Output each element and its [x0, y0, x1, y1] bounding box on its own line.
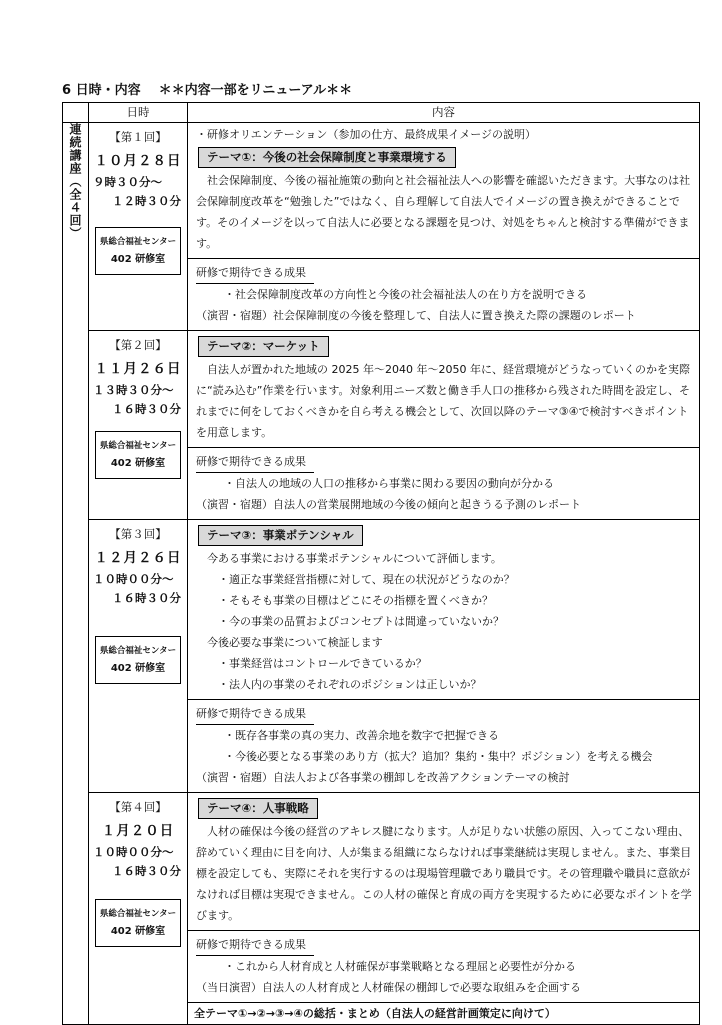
session-4-venue — [95, 899, 181, 947]
session-4-venue-name: 県総合福祉センター — [99, 909, 177, 919]
session-3-result-2: ・今後必要となる事業のあり方（拡大？追加？集約・集中？ポジション）を考える機会 — [224, 750, 653, 763]
session-3-time-start: １０時００分～ — [93, 572, 174, 586]
session-2-theme-section — [188, 331, 699, 447]
session-2-date: １１月２６日 — [94, 361, 182, 377]
session-1-theme: テーマ①：今後の社会保障制度と事業環境する — [198, 147, 456, 168]
session-1-time-start: ９時３０分～ — [93, 175, 162, 189]
header-blank — [63, 103, 89, 123]
session-3-date: １２月２６日 — [94, 550, 182, 566]
session-3-date-cell — [89, 520, 188, 793]
session-row-3 — [63, 520, 700, 793]
session-4-date: １月２０日 — [101, 823, 175, 839]
session-3-line: 今ある事業における事業ポテンシャルについて評価します。 — [207, 552, 502, 565]
session-3-line: 今後必要な事業について検証します — [207, 636, 383, 649]
session-1-assignment: （演習・宿題）社会保障制度の今後を整理して、自法人に置き換えた際の課題のレポート — [196, 309, 636, 322]
session-2-date-cell — [89, 331, 188, 520]
series-label-cell — [63, 123, 89, 1025]
table-header-row — [63, 103, 700, 123]
session-1-content — [188, 123, 700, 331]
session-4-results-section — [188, 930, 699, 1002]
session-2-assignment: （演習・宿題）自法人の営業展開地域の今後の傾向と起きうる予測のレポート — [196, 498, 581, 511]
session-3-label: 【第３回】 — [109, 527, 167, 541]
section-title-text: 6 日時・内容 — [62, 83, 141, 98]
session-row-4 — [63, 793, 700, 1025]
session-4-venue-room: 402 研修室 — [110, 926, 166, 937]
session-1-results-head: 研修で期待できる成果 — [196, 262, 314, 284]
series-label: 連続講座（全４回） — [68, 123, 82, 240]
session-3-venue-room: 402 研修室 — [110, 663, 166, 674]
session-3-theme: テーマ③：事業ポテンシャル — [198, 525, 363, 546]
session-3-venue — [95, 636, 181, 684]
session-row-2 — [63, 331, 700, 520]
session-3-venue-name: 県総合福祉センター — [99, 646, 177, 656]
session-1-date-cell — [89, 123, 188, 331]
session-4-label: 【第４回】 — [109, 800, 167, 814]
session-2-result-1: ・自法人の地域の人口の推移から事業に関わる要因の動向が分かる — [224, 477, 554, 490]
schedule-table — [62, 102, 700, 1025]
session-4-time-start: １０時００分～ — [93, 845, 174, 859]
session-3-line: ・法人内の事業のそれぞれのポジションは正しいか？ — [218, 678, 482, 691]
session-1-venue-name: 県総合福祉センター — [99, 237, 177, 247]
session-4-results-head: 研修で期待できる成果 — [196, 934, 314, 956]
session-1-intro: ・研修オリエンテーション（参加の仕方、最終成果イメージの説明） — [196, 128, 537, 141]
session-3-assignment: （演習・宿題）自法人および各事業の棚卸しを改善アクションテーマの検討 — [196, 771, 570, 784]
session-1-theme-section — [188, 123, 699, 258]
session-1-venue-room: 402 研修室 — [110, 254, 166, 265]
session-2-theme: テーマ②：マーケット — [198, 336, 329, 357]
session-2-description: 自法人が置かれた地域の 2025 年～2040 年～2050 年に、経営環境がどうなっていくのかを実際に“読み込む”作業を行います。対象利用ニーズ数と働き手人口の推移から残された時間を設定し、それまでに何をしておくべきかを自ら考える機会として、次回以降のテーマ③④で検討すべきポイントを用意します。 — [196, 363, 690, 439]
header-date: 日時 — [89, 103, 188, 123]
session-3-content — [188, 520, 700, 793]
session-1-description: 社会保障制度、今後の福祉施策の動向と社会福祉法人への影響を確認いただきます。大事なのは社会保障制度改革を“勉強した”ではなく、自ら理解して自法人でイメージの置き換えができることです。そのイメージを以って自法人に必要となる課題を見つけ、対処をちゃんと検討する準備ができます。 — [196, 174, 691, 250]
session-2-time-start: １３時３０分～ — [93, 383, 174, 397]
session-4-description: 人材の確保は今後の経営のアキレス腱になります。人が足りない状態の原因、入ってこない理由、辞めていく理由に目を向け、人が集まる組織にならなければ事業継続は実現しません。また、事業目標を設定しても、実際にそれを実行するのは現場管理職であり職員です。その管理職や職員に意欲がなければ目標は実現できません。この人材の確保と育成の両方を実現するために必要なポイントを学びます。 — [196, 825, 692, 922]
section-subtitle: ＊＊内容一部をリニューアル＊＊ — [158, 83, 353, 98]
session-1-result-1: ・社会保障制度改革の方向性と今後の社会福祉法人の在り方を説明できる — [224, 288, 587, 301]
session-3-line: ・事業経営はコントロールできているか？ — [218, 657, 427, 670]
session-1-results-section — [188, 258, 699, 330]
session-2-venue — [95, 431, 181, 479]
session-4-summary: 全テーマ①→②→③→④の総括・まとめ（自法人の経営計画策定に向けて） — [188, 1002, 699, 1024]
session-4-time-end: １６時３０分 — [112, 864, 181, 878]
session-2-time-end: １６時３０分 — [112, 402, 181, 416]
session-4-assignment: （当日演習）自法人の人材育成と人材確保の棚卸しで必要な取組みを企画する — [196, 981, 581, 994]
session-4-theme-section — [188, 793, 699, 930]
session-4-date-cell — [89, 793, 188, 1025]
header-content: 内容 — [188, 103, 700, 123]
session-3-line: ・適正な事業経営指標に対して、現在の状況がどうなのか？ — [218, 573, 515, 586]
session-4-theme: テーマ④：人事戦略 — [198, 798, 318, 819]
session-2-results-head: 研修で期待できる成果 — [196, 451, 314, 473]
session-1-label: 【第１回】 — [109, 130, 167, 144]
session-1-time-end: １２時３０分 — [112, 194, 181, 208]
session-1-date: １０月２８日 — [94, 153, 182, 169]
session-2-results-section — [188, 447, 699, 519]
session-2-label: 【第２回】 — [109, 338, 167, 352]
section-title — [62, 79, 352, 98]
session-3-lines — [196, 548, 693, 695]
session-1-venue — [95, 227, 181, 275]
session-3-line: ・今の事業の品質およびコンセプトは間違っていないか？ — [218, 615, 504, 628]
session-4-content — [188, 793, 700, 1025]
session-3-theme-section — [188, 520, 699, 699]
session-3-time-end: １６時３０分 — [112, 591, 181, 605]
session-2-venue-name: 県総合福祉センター — [99, 441, 177, 451]
session-3-results-head: 研修で期待できる成果 — [196, 703, 314, 725]
session-3-line: ・そもそも事業の目標はどこにその指標を置くべきか？ — [218, 594, 493, 607]
session-4-result-1: ・これから人材育成と人材確保が事業戦略となる理屈と必要性が分かる — [224, 960, 576, 973]
session-3-result-1: ・既存各事業の真の実力、改善余地を数字で把握できる — [224, 729, 499, 742]
session-2-venue-room: 402 研修室 — [110, 458, 166, 469]
session-row-1 — [63, 123, 700, 331]
session-3-results-section — [188, 699, 699, 792]
session-2-content — [188, 331, 700, 520]
